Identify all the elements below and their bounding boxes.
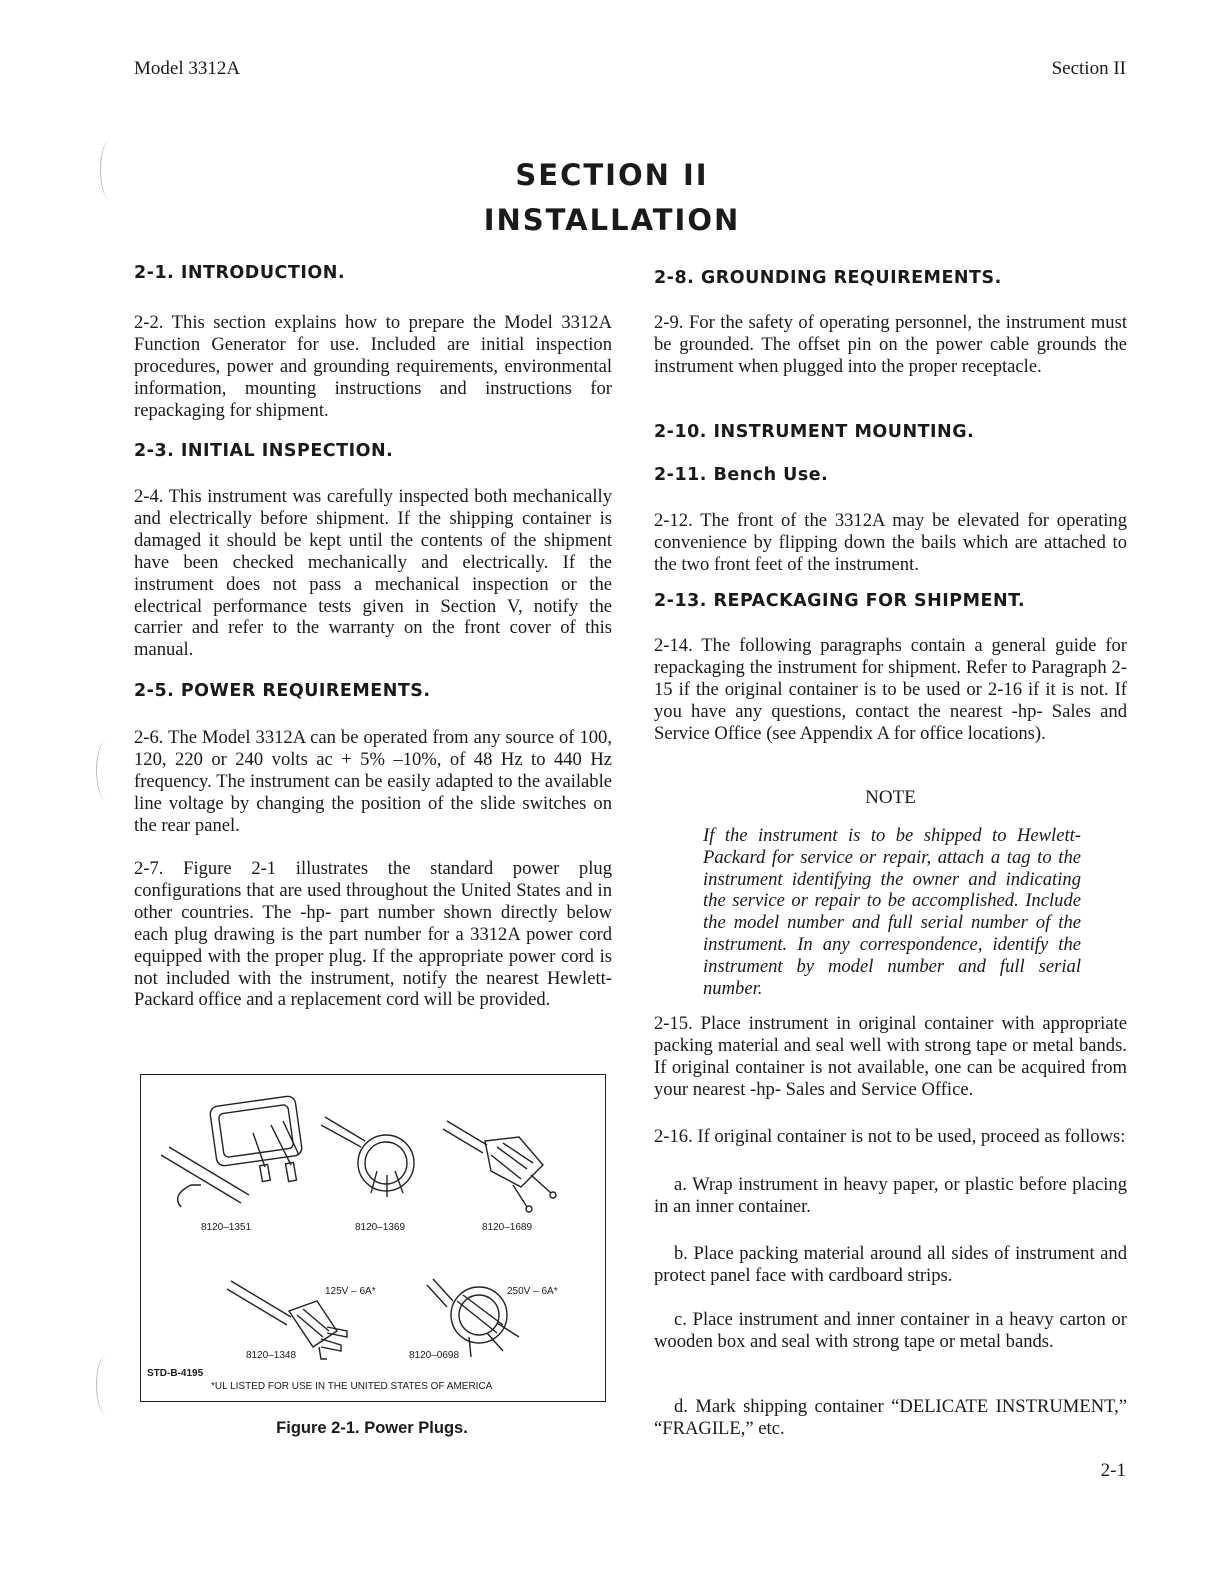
step-c: c. Place instrument and inner container in a heavy carton or wooden box and seal with strong tape or metal bands. — [654, 1309, 1127, 1352]
section-title: SECTION II — [515, 158, 709, 192]
step-d: d. Mark shipping container “DELICATE INSTRUMENT,” “FRAGILE,” etc. — [654, 1396, 1127, 1439]
step-a: a. Wrap instrument in heavy paper, or plastic before placing in an inner container. — [654, 1174, 1127, 1217]
paragraph-2-14: 2-14. The following paragraphs contain a general guide for repackaging the instrument for shipment. Refer to Paragraph 2-15 if the original container is to be used or 2-16 if it is not. If you have any questions, contact the nearest -hp- Sales and Service Office (see Appendix A for office locations). — [654, 635, 1127, 744]
figure-power-plugs — [140, 1074, 606, 1402]
paragraph-2-7: 2-7. Figure 2-1 illustrates the standard power plug configurations that are used throughout the United States and in other countries. The -hp- part number shown directly below each plug drawing is the part number for a 3312A power cord equipped with the proper plug. If the appropriate power cord is not included with the instrument, notify the nearest Hewlett-Packard office and a replacement cord will be provided. — [134, 858, 612, 1011]
plug-schuko-icon — [443, 1121, 556, 1212]
header-model: Model 3312A — [134, 58, 241, 79]
rating-125v: 125V – 6A* — [325, 1286, 376, 1297]
figure-caption: Figure 2-1. Power Plugs. — [276, 1419, 468, 1437]
part-number-2: 8120–1369 — [355, 1222, 406, 1233]
heading-introduction: 2-1. INTRODUCTION. — [134, 263, 346, 283]
heading-initial-inspection: 2-3. INITIAL INSPECTION. — [134, 441, 394, 461]
section-subtitle: INSTALLATION — [483, 203, 741, 237]
part-number-1: 8120–1351 — [201, 1222, 252, 1233]
paragraph-2-16: 2-16. If original container is not to be used, proceed as follows: — [654, 1126, 1126, 1147]
header-section: Section II — [1051, 58, 1126, 79]
paragraph-2-2: 2-2. This section explains how to prepare the Model 3312A Function Generator for use. Included are initial inspection procedures, power and grounding requirements, environmental information, mounting instructions and instructions for repackaging for shipment. — [134, 312, 612, 421]
heading-grounding: 2-8. GROUNDING REQUIREMENTS. — [654, 268, 1002, 288]
plug-british-icon — [161, 1095, 303, 1207]
heading-repackaging: 2-13. REPACKAGING FOR SHIPMENT. — [654, 591, 1026, 611]
note-title: NOTE — [865, 787, 916, 808]
heading-power-requirements: 2-5. POWER REQUIREMENTS. — [134, 681, 431, 701]
paragraph-2-12: 2-12. The front of the 3312A may be elevated for operating convenience by flipping down the bails which are attached to the two front feet of the instrument. — [654, 510, 1127, 575]
part-number-3: 8120–1689 — [482, 1222, 533, 1233]
std-reference: STD-B-4195 — [147, 1368, 204, 1379]
paragraph-2-6: 2-6. The Model 3312A can be operated from any source of 100, 120, 220 or 240 volts ac + 5% –10%, of 48 Hz to 440 Hz frequency. The instrument can be easily adapted to the available line voltage by changing the position of the slide switches on the rear panel. — [134, 727, 612, 836]
page-number: 2-1 — [1100, 1460, 1126, 1481]
paragraph-2-4: 2-4. This instrument was carefully inspected both mechanically and electrically before shipment. If the shipping container is damaged it should be kept until the contents of the shipment have been checked mechanically and electrically. If the instrument does not pass a mechanical inspection or the electrical performance tests given in Section V, notify the carrier and refer to the warranty on the front cover of this manual. — [134, 486, 612, 661]
note-body: If the instrument is to be shipped to Hewlett-Packard for service or repair, attach a tag to the instrument identifying the owner and indicating the service or repair to be accomplished. Include the model number and full serial number of the instrument. In any correspondence, identify the instrument by model number and full serial number. — [703, 825, 1081, 999]
power-plugs-drawing — [141, 1075, 605, 1401]
paragraph-2-9: 2-9. For the safety of operating personnel, the instrument must be grounded. The offset pin on the power cable grounds the instrument when plugged into the proper receptacle. — [654, 312, 1127, 377]
heading-bench-use: 2-11. Bench Use. — [654, 465, 829, 485]
binder-mark-bottom — [96, 1355, 117, 1415]
plug-australian-icon — [321, 1117, 414, 1197]
plug-250v-icon — [427, 1279, 519, 1357]
rating-250v: 250V – 6A* — [507, 1286, 558, 1297]
step-b: b. Place packing material around all sides of instrument and protect panel face with cardboard strips. — [654, 1243, 1127, 1286]
heading-instrument-mounting: 2-10. INSTRUMENT MOUNTING. — [654, 422, 975, 442]
paragraph-2-15: 2-15. Place instrument in original container with appropriate packing material and seal well with strong tape or metal bands. If original container is not available, one can be acquired from your nearest -hp- Sales and Service Office. — [654, 1013, 1127, 1100]
part-number-5: 8120–0698 — [409, 1350, 460, 1361]
ul-footnote: *UL LISTED FOR USE IN THE UNITED STATES OF AMERICA — [211, 1381, 493, 1392]
part-number-4: 8120–1348 — [246, 1350, 297, 1361]
binder-mark-middle — [96, 740, 117, 800]
